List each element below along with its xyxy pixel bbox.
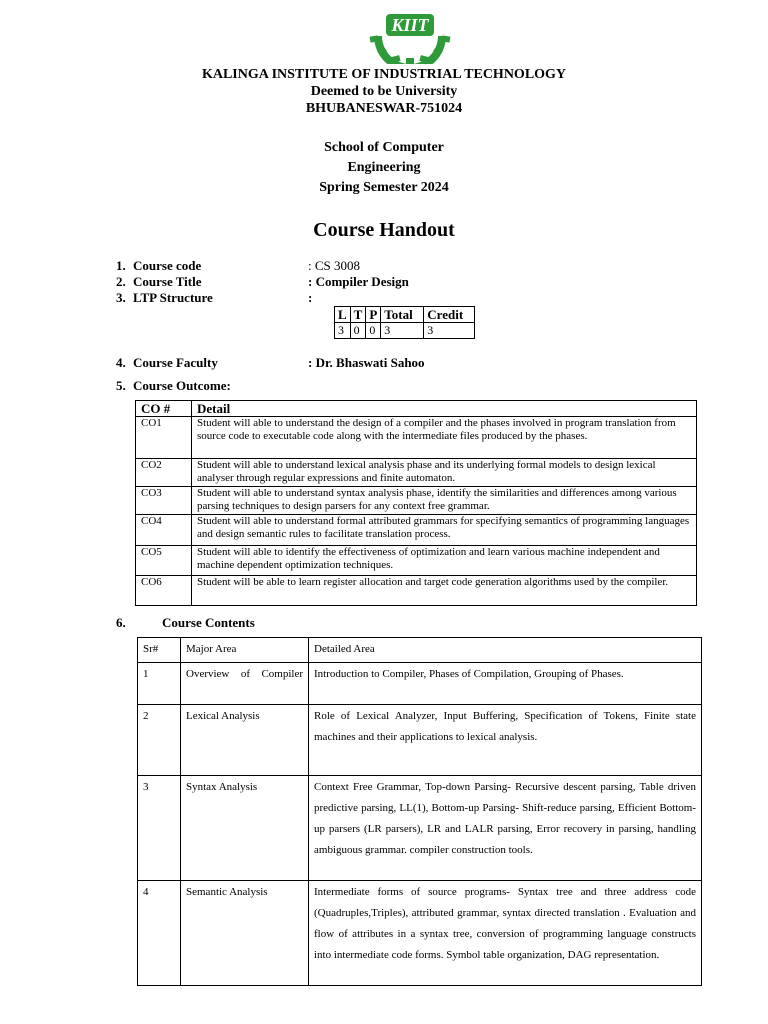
co-header-detail: Detail [192, 401, 697, 417]
svg-text:KIIT: KIIT [391, 15, 429, 35]
co-detail: Student will able to identify the effectiveness of optimization and learn various machine independent and machine dependent optimization techniques. [192, 546, 697, 576]
table-row [138, 776, 702, 881]
item-number: 5. [116, 378, 126, 393]
co-detail: Student will be able to learn register allocation and target code generation algorithms used by the compiler. [192, 576, 697, 606]
cc-major-area: Overview of Compiler [181, 663, 309, 705]
cc-sr: 2 [138, 705, 181, 776]
deemed-university: Deemed to be University [310, 84, 458, 99]
course-outcome-table [135, 400, 697, 606]
item-label: Course Outcome: [133, 378, 231, 393]
ltp-value-credit: 3 [424, 323, 475, 339]
cc-header-major-area: Major Area [181, 638, 309, 663]
table-row [136, 487, 697, 515]
table-row [138, 663, 702, 705]
co-header-row [136, 401, 697, 417]
cc-sr: 4 [138, 881, 181, 986]
cc-major-area: Lexical Analysis [181, 705, 309, 776]
item-number: 2. [116, 274, 126, 289]
cc-sr: 1 [138, 663, 181, 705]
cc-detailed-area: Role of Lexical Analyzer, Input Buffering, Specification of Tokens, Finite state machines and their applications to lexical analysis. [309, 705, 702, 776]
table-row [138, 705, 702, 776]
item-value: : Dr. Bhaswati Sahoo [308, 355, 425, 370]
table-row [136, 515, 697, 546]
item-value: : [308, 290, 313, 305]
item-number: 1. [116, 258, 126, 273]
ltp-header-total: Total [381, 307, 424, 323]
cc-detailed-area: Introduction to Compiler, Phases of Compilation, Grouping of Phases. [309, 663, 702, 705]
ltp-value-total: 3 [381, 323, 424, 339]
co-detail: Student will able to understand syntax analysis phase, identify the similarities and differences among various parsing techniques to design parsers for any context free grammar. [192, 487, 697, 515]
item-number: 4. [116, 355, 126, 370]
co-detail: Student will able to understand formal attributed grammars for specifying semantics of programming languages and design semantic rules to facilitate translation process. [192, 515, 697, 546]
co-id: CO6 [136, 576, 192, 606]
school-line-1: School of Computer [324, 140, 444, 155]
ltp-header-l: L [335, 307, 351, 323]
city: BHUBANESWAR-751024 [305, 101, 463, 116]
semester: Spring Semester 2024 [319, 180, 449, 195]
item-value: : Compiler Design [308, 274, 409, 289]
co-id: CO2 [136, 459, 192, 487]
ltp-value-p: 0 [366, 323, 381, 339]
co-id: CO5 [136, 546, 192, 576]
co-detail: Student will able to understand lexical analysis phase and its underlying formal models to design lexical analyser through regular expressions and finite automaton. [192, 459, 697, 487]
school-line-2: Engineering [347, 160, 421, 175]
table-row [136, 576, 697, 606]
ltp-table [334, 306, 475, 339]
institute-name: KALINGA INSTITUTE OF INDUSTRIAL TECHNOLOGY [201, 67, 567, 82]
ltp-header-t: T [350, 307, 366, 323]
document-title: Course Handout [313, 219, 455, 241]
course-contents-heading [116, 615, 255, 631]
ltp-header-p: P [366, 307, 381, 323]
item-label: LTP Structure [133, 290, 213, 305]
item-label: Course code [133, 258, 202, 273]
cc-major-area: Syntax Analysis [181, 776, 309, 881]
cc-detailed-area: Intermediate forms of source programs- Syntax tree and three address code (Quadruples,Triples), attributed grammar, syntax directed translation . Evaluation and flow of attributes in a syntax tree, conversion of programming language constructs into intermediate code forms. Symbol table organization, DAG representation. [309, 881, 702, 986]
co-id: CO4 [136, 515, 192, 546]
item-label: Course Faculty [133, 355, 218, 370]
item-number: 3. [116, 290, 126, 305]
co-header-number: CO # [136, 401, 192, 417]
co-id: CO3 [136, 487, 192, 515]
ltp-value-t: 0 [350, 323, 366, 339]
section-label: Course Contents [162, 615, 255, 630]
co-detail: Student will able to understand the design of a compiler and the phases involved in program translation from source code to executable code along with the intermediate files produced by the phases. [192, 417, 697, 459]
cc-major-area: Semantic Analysis [181, 881, 309, 986]
co-id: CO1 [136, 417, 192, 459]
kiit-logo [366, 10, 454, 64]
table-row [136, 546, 697, 576]
ltp-value-row [335, 323, 475, 339]
table-row [138, 881, 702, 986]
course-contents-table [137, 637, 702, 986]
ltp-header-credit: Credit [424, 307, 475, 323]
cc-header-row [138, 638, 702, 663]
ltp-header-row [335, 307, 475, 323]
cc-header-detailed-area: Detailed Area [309, 638, 702, 663]
cc-header-sr: Sr# [138, 638, 181, 663]
item-value: : CS 3008 [308, 258, 361, 273]
table-row [136, 459, 697, 487]
section-number: 6. [116, 615, 126, 630]
ltp-value-l: 3 [335, 323, 351, 339]
table-row [136, 417, 697, 459]
item-label: Course Title [133, 274, 202, 289]
cc-detailed-area: Context Free Grammar, Top-down Parsing- Recursive descent parsing, Table driven predictive parsing, LL(1), Bottom-up Parsing- Shift-reduce parsing, Efficient Bottom-up parsers (LR parsers), LR and LALR parsing, Error recovery in parsing, handling ambiguous grammar. compiler construction tools. [309, 776, 702, 881]
cc-sr: 3 [138, 776, 181, 881]
